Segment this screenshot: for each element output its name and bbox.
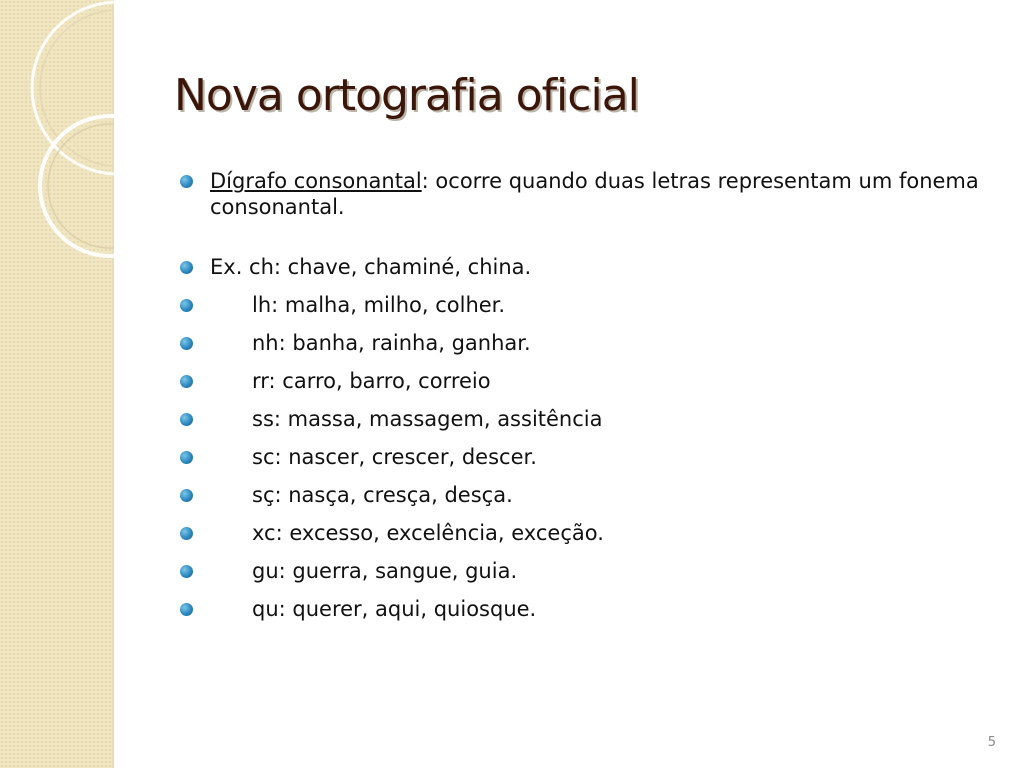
bullet-dot-icon	[180, 451, 193, 464]
bullet-dot-icon	[180, 375, 193, 388]
example-text: ss: massa, massagem, assitência	[252, 407, 603, 431]
bullet-dot-icon	[180, 337, 193, 350]
bullet-dot-icon	[180, 175, 193, 188]
intro-text: : ocorre quando duas letras representam um fonema consonantal.	[210, 169, 979, 219]
example-text: sc: nascer, crescer, descer.	[252, 445, 537, 469]
bullet-dot-icon	[180, 413, 193, 426]
example-item	[160, 292, 1000, 319]
example-item	[160, 368, 1000, 395]
intro-item	[160, 168, 1000, 220]
example-item	[160, 596, 1000, 623]
example-text: rr: carro, barro, correio	[252, 369, 491, 393]
slide-title: Nova ortografia oficial	[174, 70, 639, 121]
example-item	[160, 520, 1000, 547]
example-text: gu: guerra, sangue, guia.	[252, 559, 518, 583]
example-text: sç: nasça, cresça, desça.	[252, 483, 513, 507]
intro-term: Dígrafo consonantal	[210, 169, 422, 193]
example-item	[160, 558, 1000, 585]
page-number: 5	[987, 735, 996, 750]
example-item	[160, 406, 1000, 433]
bullet-dot-icon	[180, 603, 193, 616]
example-text: xc: excesso, excelência, exceção.	[252, 521, 604, 545]
decorative-circles	[0, 0, 114, 300]
bullet-dot-icon	[180, 489, 193, 502]
example-text: nh: banha, rainha, ganhar.	[252, 331, 531, 355]
example-item	[160, 330, 1000, 357]
example-item	[160, 444, 1000, 471]
example-item	[160, 482, 1000, 509]
bullet-dot-icon	[180, 299, 193, 312]
example-item	[160, 254, 1000, 281]
example-text: Ex. ch: chave, chaminé, china.	[210, 255, 532, 279]
bullet-dot-icon	[180, 527, 193, 540]
slide-content	[160, 168, 1000, 623]
example-text: lh: malha, milho, colher.	[252, 293, 506, 317]
bullet-dot-icon	[180, 565, 193, 578]
example-text: qu: querer, aqui, quiosque.	[252, 597, 537, 621]
bullet-dot-icon	[180, 261, 193, 274]
